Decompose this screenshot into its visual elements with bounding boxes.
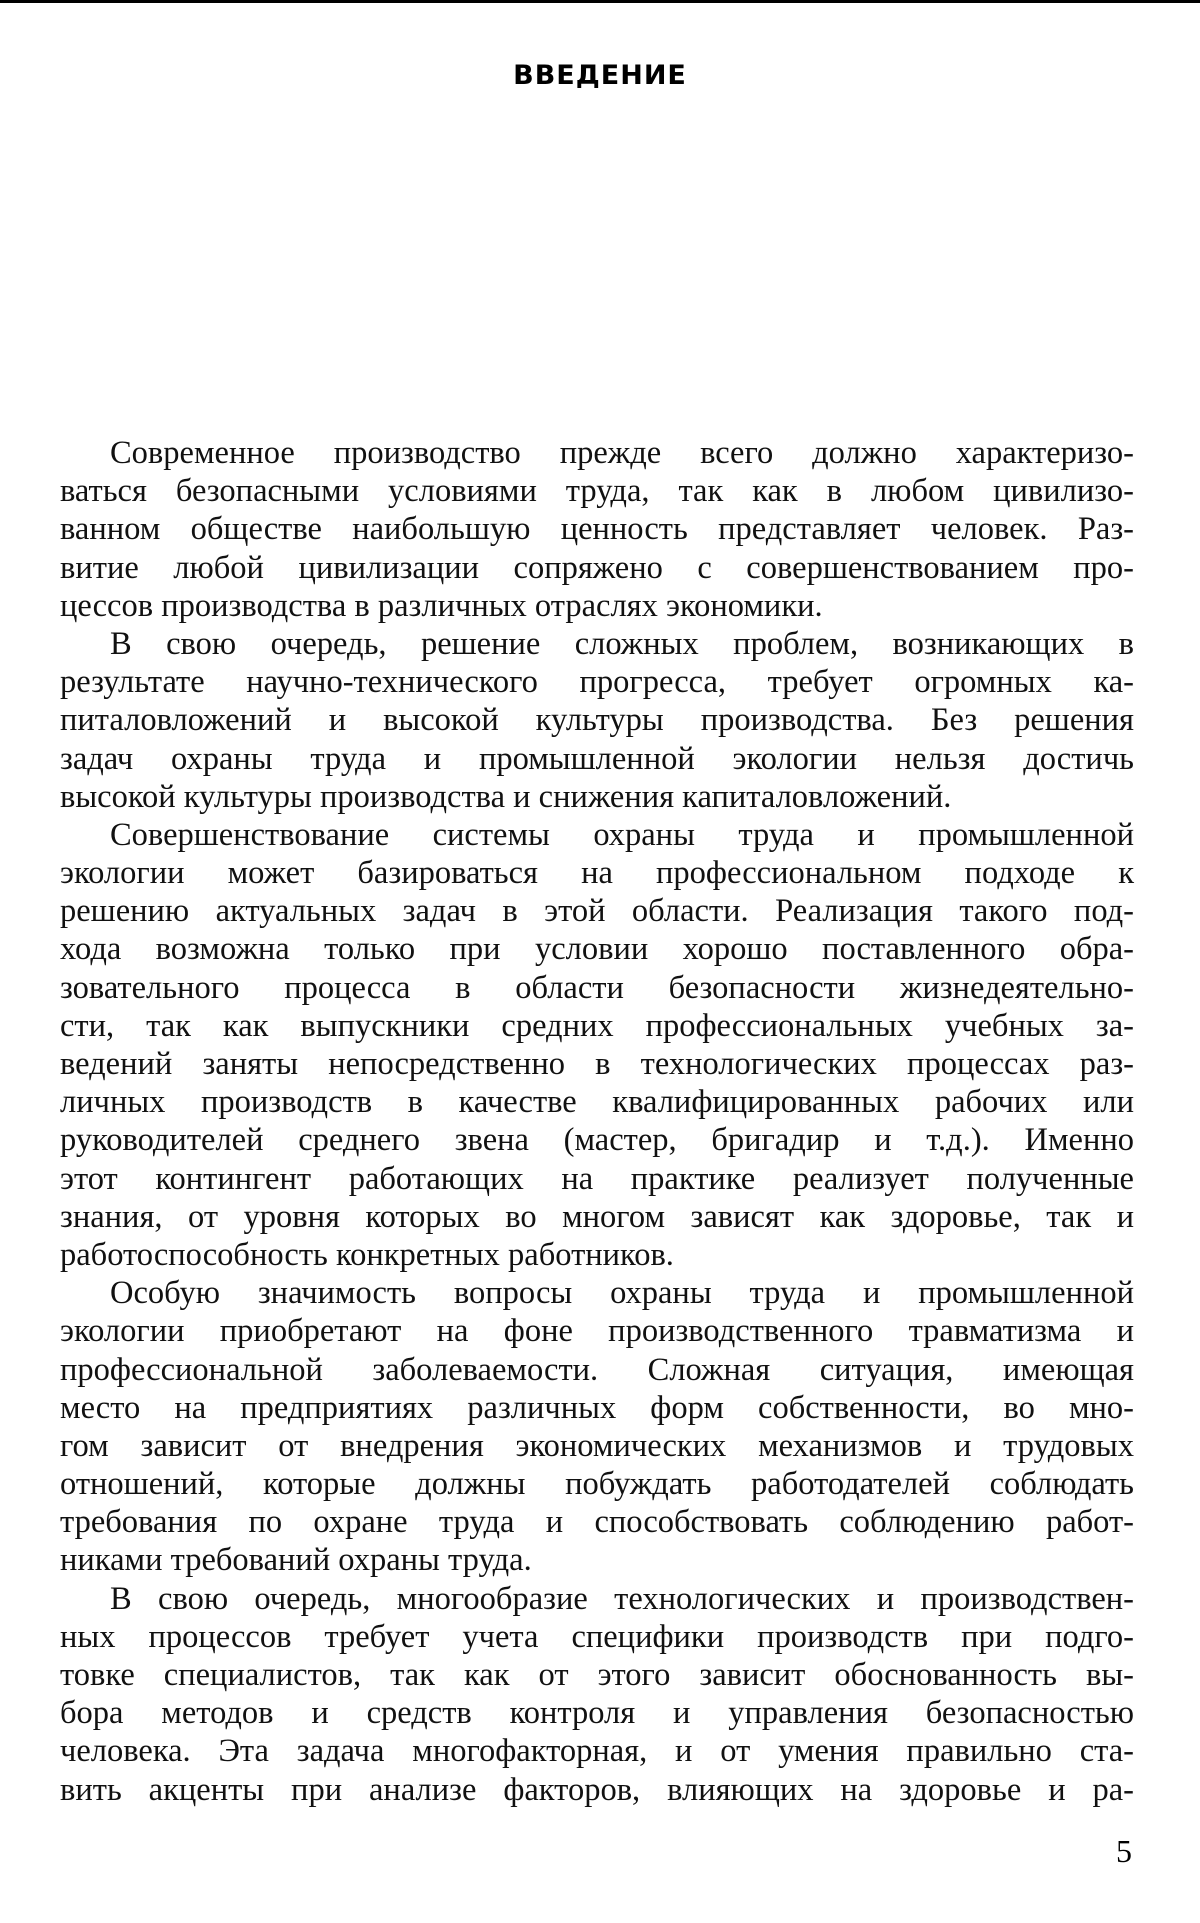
text-line: В свою очередь, решение сложных проблем, возникающих в <box>110 625 1134 662</box>
body-text <box>60 434 1134 1809</box>
text-line: цессов производства в различных отраслях экономики. <box>60 587 823 624</box>
text-line: руководителей среднего звена (мастер, бригадир и т.д.). Именно <box>60 1122 1134 1159</box>
top-border-rule <box>0 0 1200 3</box>
paragraph-1 <box>60 434 1134 625</box>
text-line: гом зависит от внедрения экономических механизмов и трудовых <box>60 1427 1134 1464</box>
text-line: питаловложений и высокой культуры производства. Без решения <box>60 702 1134 739</box>
text-line: место на предприятиях различных форм собственности, во мно- <box>60 1389 1134 1426</box>
text-line: В свою очередь, многообразие технологических и производствен- <box>110 1580 1134 1617</box>
text-line: товке специалистов, так как от этого зависит обоснованность вы- <box>60 1657 1134 1693</box>
page-title: ВВЕДЕНИЕ <box>513 60 687 91</box>
text-line: бора методов и средств контроля и управления безопасностью <box>60 1695 1134 1732</box>
text-line: отношений, которые должны побуждать работодателей соблюдать <box>60 1466 1134 1503</box>
text-line: ведений заняты непосредственно в технологических процессах раз- <box>60 1046 1134 1082</box>
text-line: экологии может базироваться на профессиональном подходе к <box>60 855 1134 892</box>
text-line: личных производств в качестве квалифицированных рабочих или <box>60 1084 1134 1121</box>
text-line: Современное производство прежде всего должно характеризо- <box>110 435 1134 471</box>
text-line: результате научно-технического прогресса, требует огромных ка- <box>60 664 1134 701</box>
paragraph-4 <box>60 1274 1134 1580</box>
paragraph-3 <box>60 816 1134 1274</box>
text-line: решению актуальных задач в этой области. Реализация такого под- <box>60 893 1134 930</box>
text-line: экологии приобретают на фоне производственного травматизма и <box>60 1313 1134 1350</box>
text-line: ваться безопасными условиями труда, так как в любом цивилизо- <box>60 473 1134 510</box>
text-line: зовательного процесса в области безопасности жизнедеятельно- <box>60 969 1134 1006</box>
text-line: профессиональной заболеваемости. Сложная ситуация, имеющая <box>60 1351 1134 1388</box>
text-line: ных процессов требует учета специфики производств при подго- <box>60 1618 1134 1655</box>
text-line: работоспособность конкретных работников. <box>60 1236 674 1273</box>
text-line: хода возможна только при условии хорошо поставленного обра- <box>60 931 1134 968</box>
text-line: вить акценты при анализе факторов, влияющих на здоровье и ра- <box>60 1771 1134 1808</box>
paragraph-2 <box>60 625 1134 816</box>
text-line: этот контингент работающих на практике реализует полученные <box>60 1160 1134 1197</box>
text-line: никами требований охраны труда. <box>60 1542 532 1579</box>
text-line: высокой культуры производства и снижения капиталовложений. <box>60 778 952 815</box>
text-line: человека. Эта задача многофакторная, и от умения правильно ста- <box>60 1733 1134 1770</box>
text-line: Особую значимость вопросы охраны труда и промышленной <box>110 1275 1134 1312</box>
text-line: ванном обществе наибольшую ценность представляет человек. Раз- <box>60 511 1134 548</box>
text-line: витие любой цивилизации сопряжено с совершенствованием про- <box>60 549 1134 586</box>
text-line: задач охраны труда и промышленной экологии нельзя достичь <box>60 740 1134 777</box>
paragraph-5 <box>60 1580 1134 1809</box>
page-number: 5 <box>1116 1833 1132 1869</box>
text-line: сти, так как выпускники средних профессиональных учебных за- <box>60 1007 1134 1044</box>
text-line: Совершенствование системы охраны труда и промышленной <box>110 816 1134 853</box>
text-line: требования по охране труда и способствовать соблюдению работ- <box>60 1504 1134 1541</box>
text-line: знания, от уровня которых во многом зависят как здоровье, так и <box>60 1198 1134 1235</box>
